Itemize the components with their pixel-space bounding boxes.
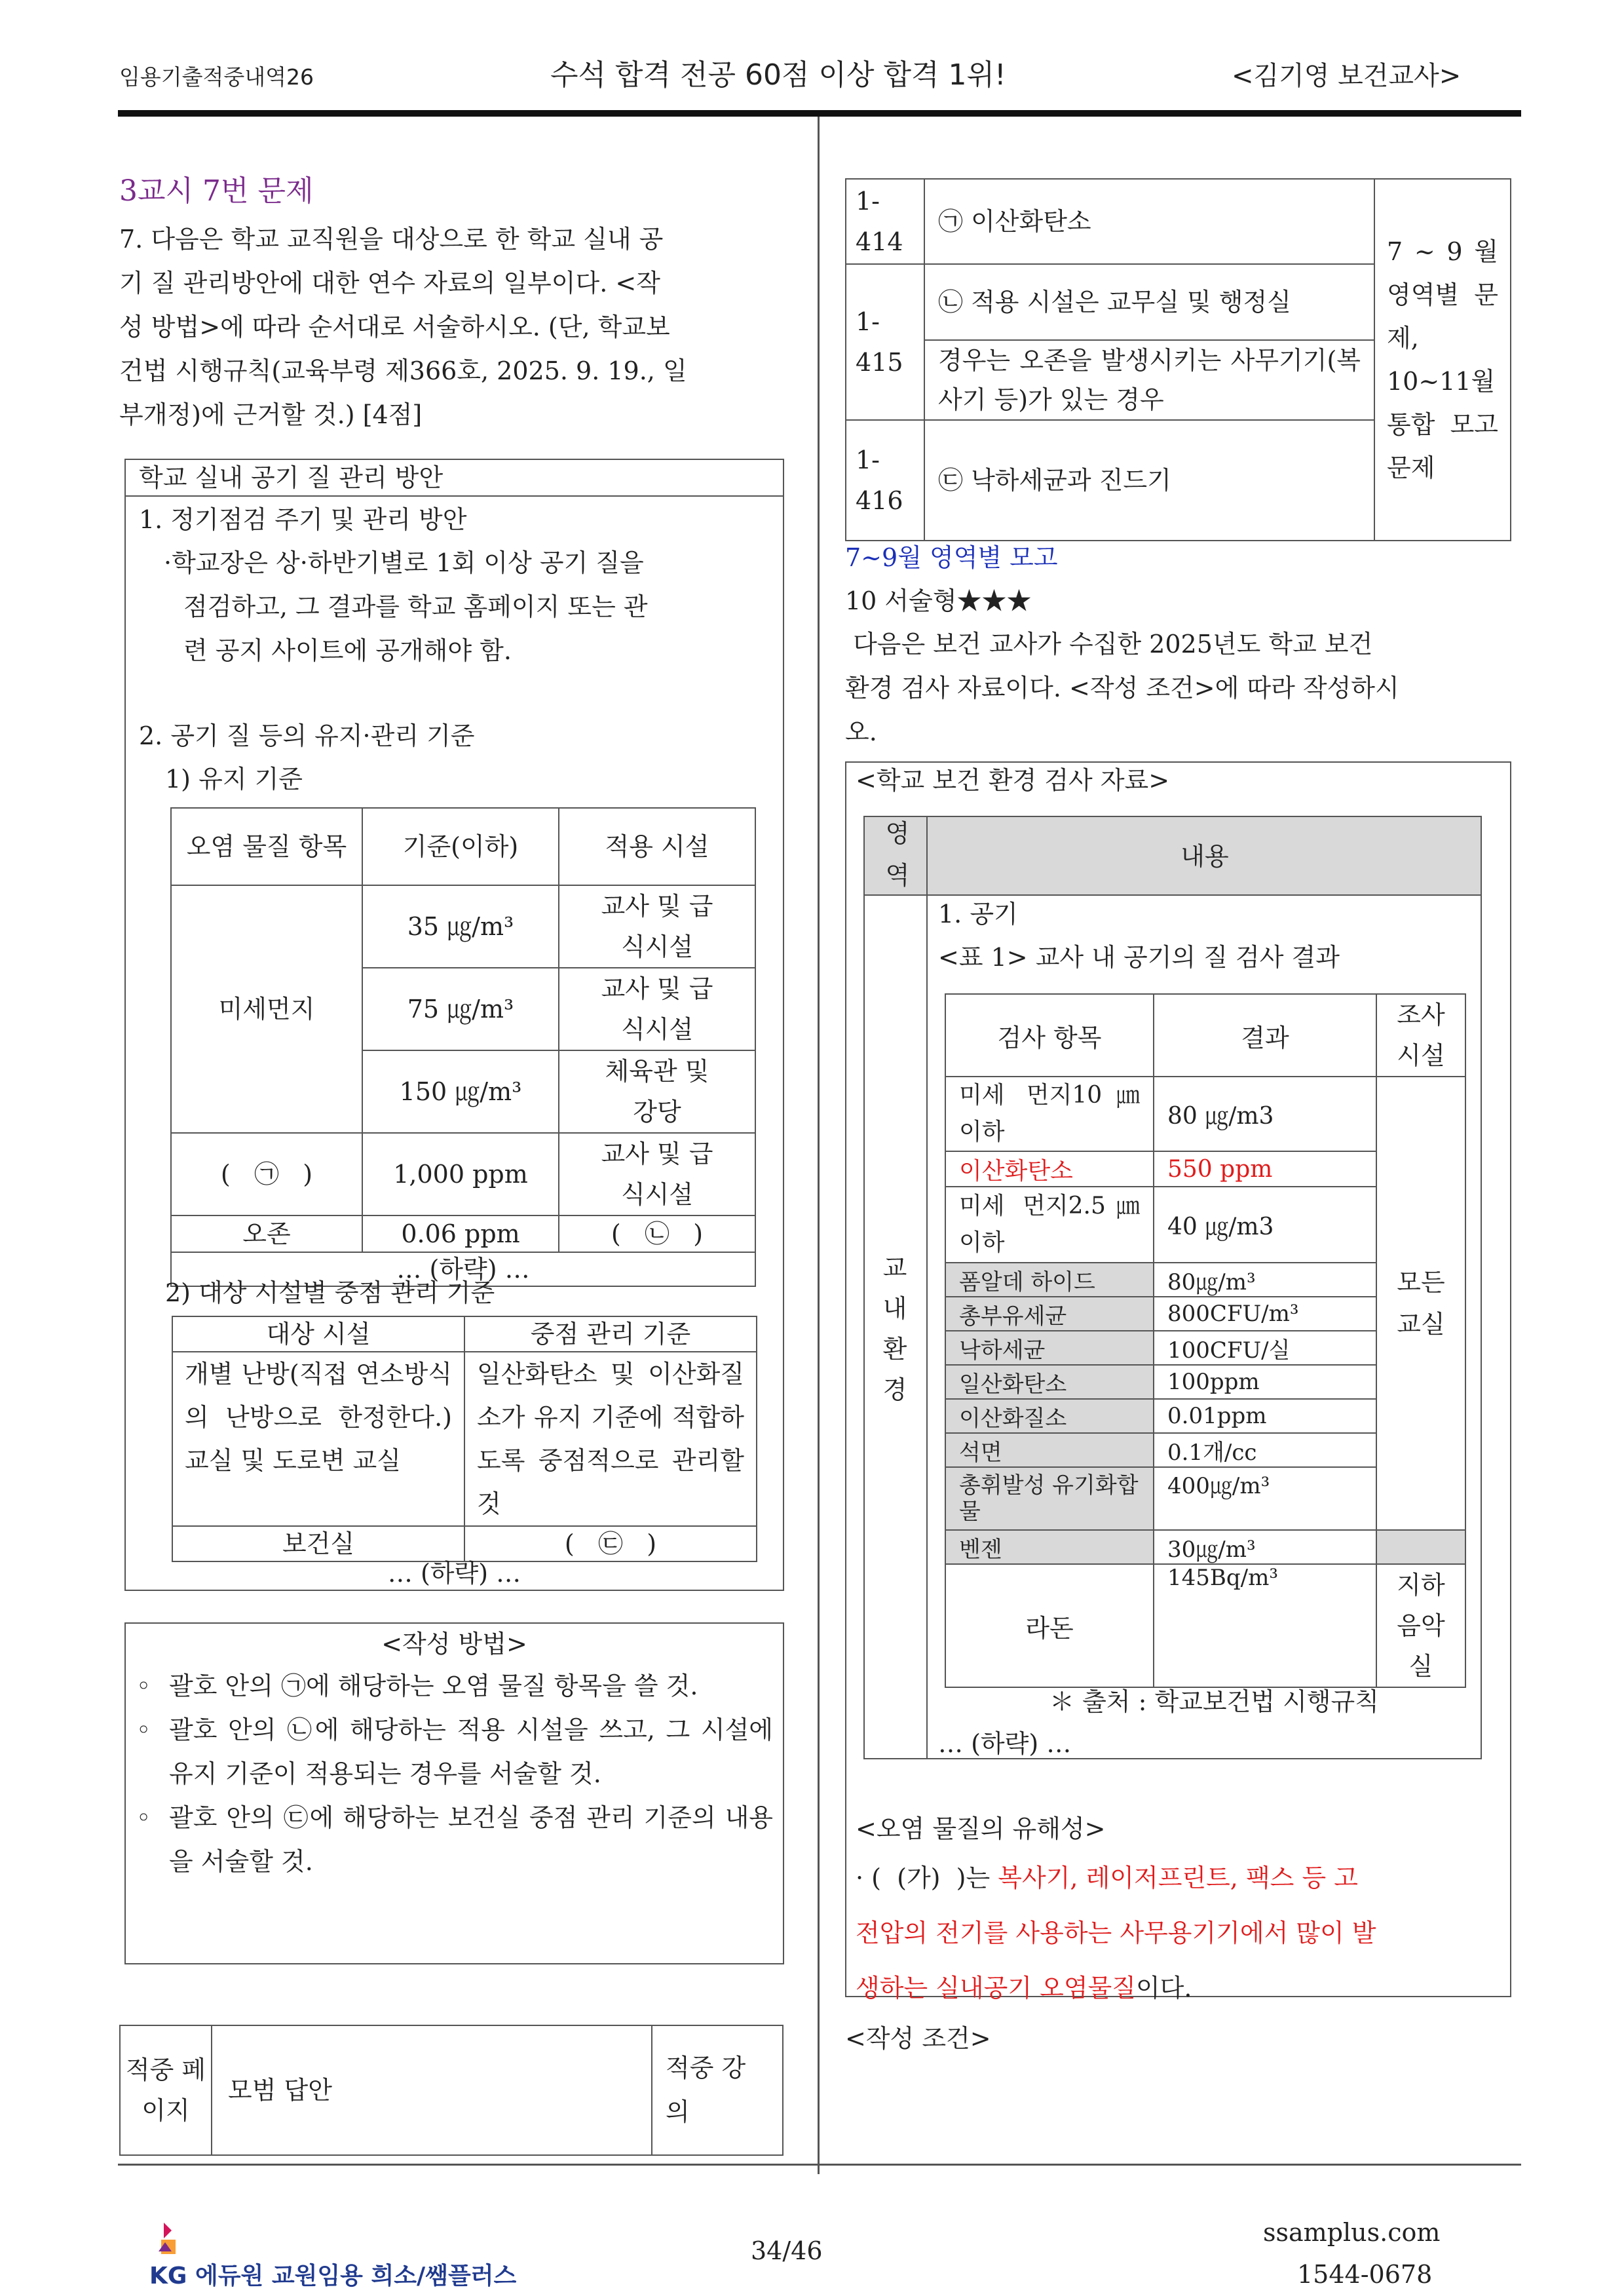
section-title: 3교시 7번 문제	[119, 174, 314, 208]
header-left: 임용기출적중내역26	[119, 64, 314, 90]
method-title: <작성 방법>	[381, 1630, 527, 1658]
table-omit: … (하략) …	[171, 1252, 755, 1286]
row-asbestos-item: 석면	[945, 1433, 1154, 1467]
area-label: 교내환경	[882, 1253, 907, 1404]
env-data-title: <학교 보건 환경 검사 자료>	[856, 766, 1170, 795]
source-note: ＊ 출처 : 학교보건법 시행규칙	[1049, 1687, 1379, 1716]
cell-pm75: 75 ㎍/m³	[362, 968, 559, 1050]
data-omit: … (하략) …	[938, 1729, 1072, 1758]
col-result: 결과	[1154, 994, 1376, 1077]
cell-blank-a: ( ㉠ )	[171, 1133, 362, 1215]
cell-blank-b: ( ㉡ )	[559, 1215, 755, 1252]
condition-title: <작성 조건>	[845, 2024, 991, 2053]
sub-1: 1) 유지 기준	[165, 765, 303, 794]
col-facility: 적용 시설	[559, 808, 755, 885]
row-pm25-result: 40 ㎍/m3	[1154, 1187, 1376, 1263]
method-item-1: ◦ 괄호 안의 ㉠에 해당하는 오염 물질 항목을 쓸 것.	[136, 1672, 698, 1700]
cell-blank-fac: 교사 및 급식시설	[559, 1133, 755, 1215]
cell-blank-std: 1,000 ppm	[362, 1133, 559, 1215]
row-falling-item: 낙하세균	[945, 1331, 1154, 1365]
row-pm25-item: 미세 먼지2.5㎛ 이하	[945, 1187, 1154, 1263]
answer-lecture-header: 적중 강의	[652, 2025, 783, 2155]
focus-management-table	[172, 1316, 757, 1562]
cell-pm75-fac: 교사 및 급식시설	[559, 968, 755, 1050]
question-intro: 다음은 보건 교사가 수집한 2025년도 학교 보건 환경 검사 자료이다. <작성 조건>에 따라 작성하시 오.	[845, 630, 1399, 746]
hit-text-2a: ㉡ 적용 시설은 교무실 및 행정실	[924, 264, 1374, 340]
answer-table	[119, 2025, 784, 2156]
row-voc-result: 400㎍/m³	[1154, 1467, 1376, 1530]
answer-page-header: 적중 페이지	[120, 2025, 212, 2155]
col-survey-facility: 조사 시설	[1376, 994, 1465, 1077]
row-falling-result: 100CFU/실	[1154, 1331, 1376, 1365]
col-pollutant: 오염 물질 항목	[171, 808, 362, 885]
cell-blank-c: ( ㉢ )	[464, 1526, 757, 1561]
cell-pm35: 35 ㎍/m³	[362, 885, 559, 968]
hit-text-2b: 경우는 오존을 발생시키는 사무기기(복사기 등)가 있는 경우	[924, 340, 1374, 420]
footer-phone: 1544-0678	[1297, 2260, 1433, 2289]
hit-page-1: 1-414	[846, 179, 924, 264]
footer-rule	[118, 2164, 1521, 2166]
row-no2-item: 이산화질소	[945, 1399, 1154, 1433]
maintenance-standard-table	[170, 807, 756, 1287]
col-target-facility: 대상 시설	[172, 1316, 464, 1352]
question-label: 10 서술형★★★	[845, 586, 1032, 615]
item-2: 2. 공기 질 등의 유지·관리 기준	[139, 721, 475, 750]
row-no2-result: 0.01ppm	[1154, 1399, 1376, 1433]
facility-radon: 지하 음악실	[1376, 1564, 1465, 1687]
bullet-1: ·학교장은 상·하반기별로 1회 이상 공기 질을 점검하고, 그 결과를 학교 홈페이지 또는 관 련 공지 사이트에 공개해야 함.	[164, 548, 648, 665]
cell-pm35-fac: 교사 및 급식시설	[559, 885, 755, 968]
col-content: 내용	[1180, 842, 1229, 871]
col-inspection-item: 검사 항목	[945, 994, 1154, 1077]
row-co-item: 일산화탄소	[945, 1365, 1154, 1399]
harm-title: <오염 물질의 유해성>	[856, 1814, 1106, 1843]
method-list	[136, 1664, 773, 1884]
box-title-rule	[124, 495, 784, 497]
header-rule	[118, 110, 1521, 117]
method-item-3: ◦ 괄호 안의 ㉢에 해당하는 보건실 중점 관리 기준의 내용을 서술할 것.	[136, 1803, 773, 1876]
row-bacteria-item: 총부유세균	[945, 1297, 1154, 1331]
footer-brand: KG 에듀원 교원임용 희소/쌤플러스	[149, 2263, 517, 2289]
row-co2-result: 550 ppm	[1154, 1151, 1376, 1187]
cell-heating-standard: 일산화탄소 및 이산화질소가 유지 기준에 적합하도록 중점적으로 관리할 것	[464, 1352, 757, 1526]
mock-title: 7~9월 영역별 모고	[845, 543, 1058, 572]
method-item-2: ◦ 괄호 안의 ㉡에 해당하는 적용 시설을 쓰고, 그 시설에 유지 기준이 적용되는 경우를 서술할 것.	[136, 1715, 773, 1788]
section-air: 1. 공기	[938, 900, 1018, 928]
row-co2-item: 이산화탄소	[945, 1151, 1154, 1187]
row-benzene-item: 벤젠	[945, 1530, 1154, 1564]
row-asbestos-result: 0.1개/cc	[1154, 1433, 1376, 1467]
hit-text-3: ㉢ 낙하세균과 진드기	[924, 420, 1374, 541]
cell-health-room: 보건실	[172, 1526, 464, 1561]
row-co-result: 100ppm	[1154, 1365, 1376, 1399]
box-omit: … (하략) …	[387, 1559, 521, 1588]
hit-page-2: 1-415	[846, 264, 924, 420]
cell-pm: 미세먼지	[171, 885, 362, 1133]
row-formaldehyde-result: 80㎍/m³	[1154, 1263, 1376, 1297]
row-pm10-result: 80 ㎍/m3	[1154, 1077, 1376, 1151]
header-center: 수석 합격 전공 60점 이상 합격 1위!	[550, 58, 1006, 92]
question-text: 7. 다음은 학교 교직원을 대상으로 한 학교 실내 공 기 질 관리방안에 대한 연수 자료의 일부이다. <작 성 방법>에 따라 순서대로 서술하시오. (단, 학교보 건법 시행규칙(교육부령 제366호, 2025. 9. 19., 일 부개정)에 근거할 것.) [4점]	[119, 225, 687, 429]
hit-page-3: 1-416	[846, 420, 924, 541]
facility-all: 모든 교실	[1376, 1077, 1465, 1530]
row-benzene-facility	[1376, 1530, 1465, 1564]
hit-side: 7 ~ 9 월 영역별 문제, 10~11월 통합 모고 문제	[1374, 179, 1511, 541]
area-col-rule	[926, 816, 928, 1759]
row-pm10-item: 미세 먼지10㎛ 이하	[945, 1077, 1154, 1151]
row-radon-result: 145Bq/m³	[1154, 1564, 1376, 1687]
harm-text: · ( (가) )는 복사기, 레이저프린트, 팩스 등 고 전압의 전기를 사용하는 사무용기기에서 많이 발 생하는 실내공기 오염물질이다.	[856, 1864, 1376, 2002]
row-radon-item: 라돈	[945, 1564, 1154, 1687]
cell-heating-classroom: 개별 난방(직접 연소방식의 난방으로 한정한다.) 교실 및 도로변 교실	[172, 1352, 464, 1526]
cell-ozone-std: 0.06 ppm	[362, 1215, 559, 1252]
item-1: 1. 정기점검 주기 및 관리 방안	[139, 505, 467, 534]
row-voc-item: 총휘발성 유기화합물	[945, 1467, 1154, 1530]
col-focus-standard: 중점 관리 기준	[464, 1316, 757, 1352]
footer-site: ssamplus.com	[1263, 2218, 1441, 2247]
hit-table	[845, 178, 1511, 541]
row-benzene-result: 30㎍/m³	[1154, 1530, 1376, 1564]
row-bacteria-result: 800CFU/m³	[1154, 1297, 1376, 1331]
hit-text-1: ㉠ 이산화탄소	[924, 179, 1374, 264]
column-divider	[818, 117, 820, 2174]
sub-2: 2) 대상 시설별 중점 관리 기준	[165, 1278, 495, 1307]
col-standard: 기준(이하)	[362, 808, 559, 885]
cell-ozone: 오존	[171, 1215, 362, 1252]
answer-model-header: 모범 답안	[212, 2025, 652, 2155]
box-title: 학교 실내 공기 질 관리 방안	[139, 463, 444, 492]
col-area: 영역	[885, 819, 910, 890]
header-right: <김기영 보건교사>	[1232, 61, 1462, 91]
page-number: 34/46	[751, 2236, 823, 2265]
row-formaldehyde-item: 폼알데 하이드	[945, 1263, 1154, 1297]
cell-pm150-fac: 체육관 및 강당	[559, 1050, 755, 1133]
inspection-table	[945, 993, 1466, 1688]
table-caption: <표 1> 교사 내 공기의 질 검사 결과	[938, 943, 1340, 972]
cell-pm150: 150 ㎍/m³	[362, 1050, 559, 1133]
